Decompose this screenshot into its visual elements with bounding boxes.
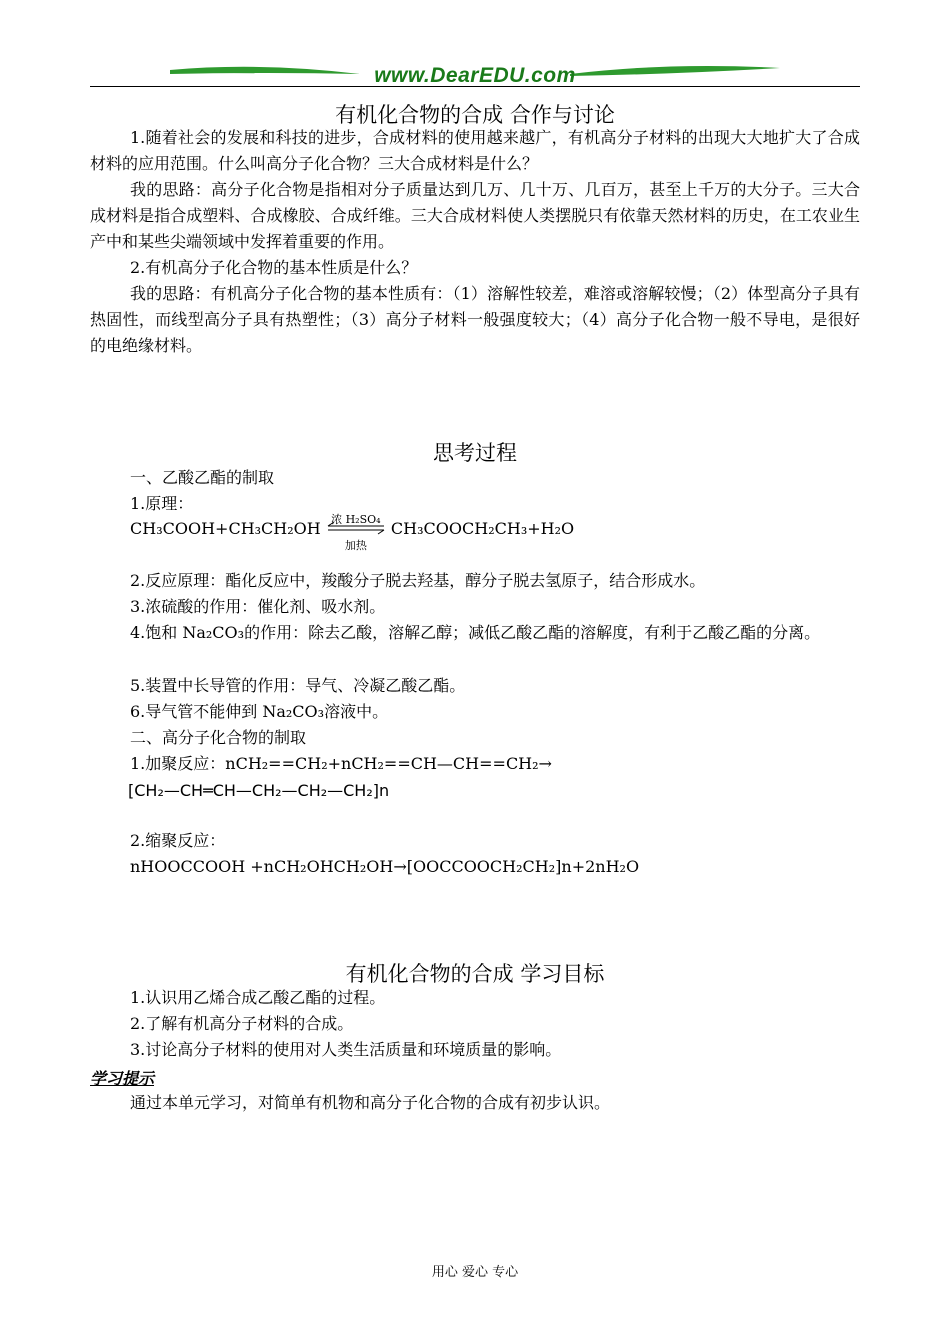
goal-3: 3.讨论高分子材料的使用对人类生活质量和环境质量的影响。	[130, 1040, 562, 1059]
section2-title: 思考过程	[433, 441, 517, 465]
answer-2: 我的思路：有机高分子化合物的基本性质有：（1）溶解性较差，难溶或溶解较慢；（2）体型高分子具有热固性，而线型高分子具有热塑性；（3）高分子材料一般强度较大；（4）高分子化合物一般不导电，是很好的电绝缘材料。	[90, 284, 860, 355]
header-rule	[90, 86, 860, 87]
equation-reactants: CH₃COOH+CH₃CH₂OH	[130, 519, 321, 538]
heading-polymer-prep: 二、高分子化合物的制取	[130, 728, 307, 747]
answer-1: 我的思路：高分子化合物是指相对分子质量达到几万、几十万、几百万，甚至上千万的大分子。三大合成材料是指合成塑料、合成橡胶、合成纤维。三大合成材料使人类摆脱只有依靠天然材料的历史，在工农业生产中和某些尖端领域中发挥着重要的作用。	[90, 180, 860, 251]
item-reaction-principle: 2.反应原理：酯化反应中，羧酸分子脱去羟基，醇分子脱去氢原子，结合形成水。	[130, 571, 706, 590]
item-tube-position: 6.导气管不能伸到 Na₂CO₃溶液中。	[130, 702, 389, 721]
question-1: 1.随着社会的发展和科技的进步，合成材料的使用越来越广，有机高分子材料的出现大大地扩大了合成材料的应用范围。什么叫高分子化合物？三大合成材料是什么？	[90, 128, 860, 173]
section3-title: 有机化合物的合成 学习目标	[345, 962, 605, 986]
reaction-condition	[326, 512, 386, 552]
heading-ester-prep: 一、乙酸乙酯的制取	[130, 468, 275, 487]
hint-label: 学习提示	[90, 1069, 155, 1088]
equation-products: CH₃COOCH₂CH₃+H₂O	[390, 519, 575, 538]
question-2: 2.有机高分子化合物的基本性质是什么？	[130, 258, 418, 277]
condition-heat: 加热	[344, 538, 367, 552]
goal-2: 2.了解有机高分子材料的合成。	[130, 1014, 354, 1033]
page-footer: 用心 爱心 专心	[431, 1265, 519, 1280]
reversible-arrow-icon	[326, 521, 386, 535]
esterification-equation	[130, 512, 575, 552]
site-logo-text: www.DearEDU.com	[374, 64, 576, 87]
section1-title: 有机化合物的合成 合作与讨论	[335, 103, 615, 127]
condensation-equation: nHOOCCOOH +nCH₂OHCH₂OH→[OOCCOOCH₂CH₂]n+2nH₂O	[130, 857, 640, 876]
addition-polymerization: 1.加聚反应：nCH₂==CH₂+nCH₂==CH—CH==CH₂→	[130, 754, 552, 773]
goal-1: 1.认识用乙烯合成乙酸乙酯的过程。	[130, 988, 386, 1007]
addition-product: [CH₂—CH═CH—CH₂—CH₂—CH₂]n	[128, 781, 390, 800]
item-sulfuric-acid: 3.浓硫酸的作用：催化剂、吸水剂。	[130, 597, 386, 616]
hint-text: 通过本单元学习，对简单有机物和高分子化合物的合成有初步认识。	[130, 1093, 611, 1112]
item-long-tube: 5.装置中长导管的作用：导气、冷凝乙酸乙酯。	[130, 676, 466, 695]
condensation-label: 2.缩聚反应：	[130, 831, 226, 850]
item-sodium-carbonate: 4.饱和 Na₂CO₃的作用：除去乙酸，溶解乙醇；减低乙酸乙酯的溶解度，有利于乙酸乙酯的分离。	[130, 623, 821, 642]
condition-catalyst: 浓 H₂SO₄	[331, 512, 381, 526]
principle-label: 1.原理：	[130, 494, 194, 513]
